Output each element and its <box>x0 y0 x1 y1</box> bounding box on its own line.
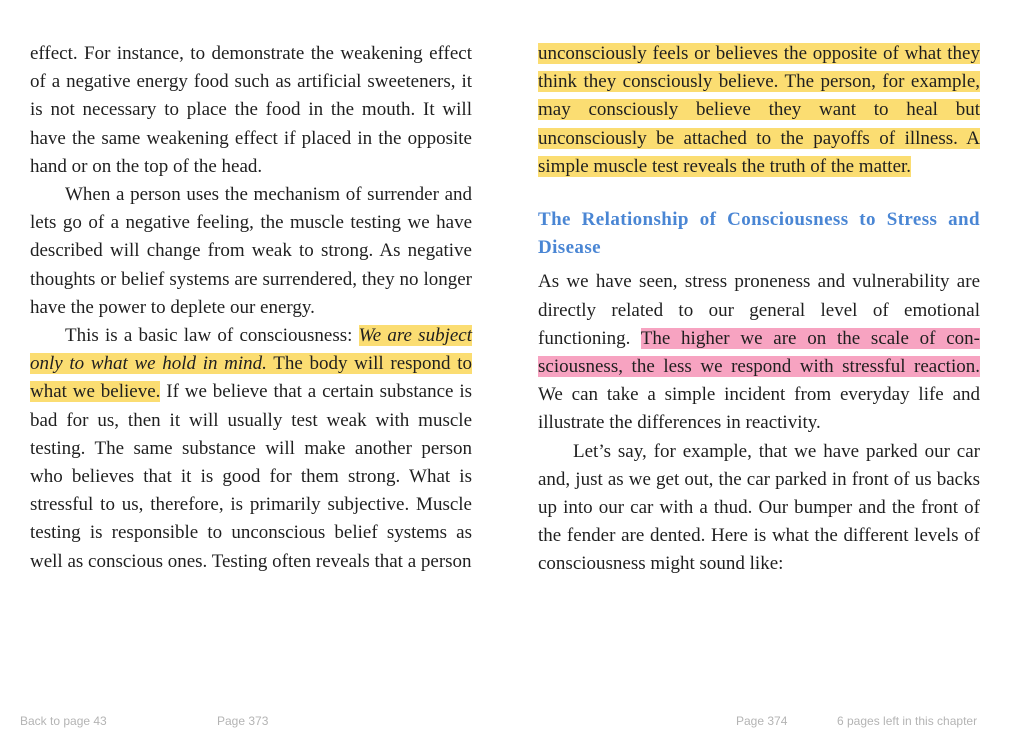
left-paragraph-1: effect. For instance, to demonstrate the weakening effect of a negative energy food such as artificial sweeteners, it is not necessary to place the food in the mouth. It will have the same weakening effect if placed in the opposite hand or on the top of the head. <box>30 43 472 177</box>
left-page-number: Page 373 <box>217 714 269 728</box>
pink-highlight[interactable]: The higher we are on the scale of consciousness, the less we respond with stressful reaction. <box>538 327 980 378</box>
back-to-page-link[interactable]: Back to page 43 <box>20 714 107 728</box>
right-paragraph-2-rest: We can take a simple incident from everyday life and illustrate the differences in reactivity. <box>538 384 980 434</box>
left-paragraph-3-rest: If we believe that a certain substance is bad for us, then it will usually test weak with muscle testing. The same substance will make another person who believes that it is good for them strong. What is stressful to us, therefore, is primarily subjective. Muscle testing is responsible to unconscious belief systems as well as conscious ones. Testing often reveals that a person <box>30 381 473 572</box>
right-paragraph-2-start: As we have seen, stress proneness and vulnerability are directly related to our general level of emotional functioning. <box>538 271 980 349</box>
left-page <box>30 40 472 576</box>
highlight-body-text: The body will respond to what we believe. <box>30 353 472 403</box>
right-paragraph-1 <box>538 40 980 181</box>
right-page-number: Page 374 <box>736 714 788 728</box>
italic-law-text: We are subject only to what we hold in mind. <box>30 325 472 375</box>
right-paragraph-3: Let’s say, for example, that we have parked our car and, just as we get out, the car parked in front of us backs up into our car with a thud. Our bumper and the front of the fender are dented. Here is what the different levels of consciousness might sound like: <box>538 440 980 575</box>
yellow-highlight-2[interactable]: unconsciously feels or believes the opposite of what they think they consciously believe. The person, for example, may consciously believe they want to heal but unconsciously be attached to the payoffs of illness. A simple muscle test reveals the truth of the matter. <box>538 43 980 177</box>
section-heading: The Relationship of Consciousness to Stress and Disease <box>538 209 980 259</box>
left-paragraph-3-intro: This is a basic law of consciousness: <box>65 325 359 347</box>
pages-left-indicator: 6 pages left in this chapter <box>837 714 978 728</box>
left-paragraph-3 <box>30 322 472 576</box>
right-page <box>538 40 980 579</box>
right-paragraph-2 <box>538 268 980 437</box>
left-paragraph-2: When a person uses the mechanism of surrender and lets go of a negative feeling, the muscle testing we have described will change from weak to strong. As negative thoughts or belief systems are surrendered, they no longer have the power to deplete our energy. <box>30 184 472 318</box>
